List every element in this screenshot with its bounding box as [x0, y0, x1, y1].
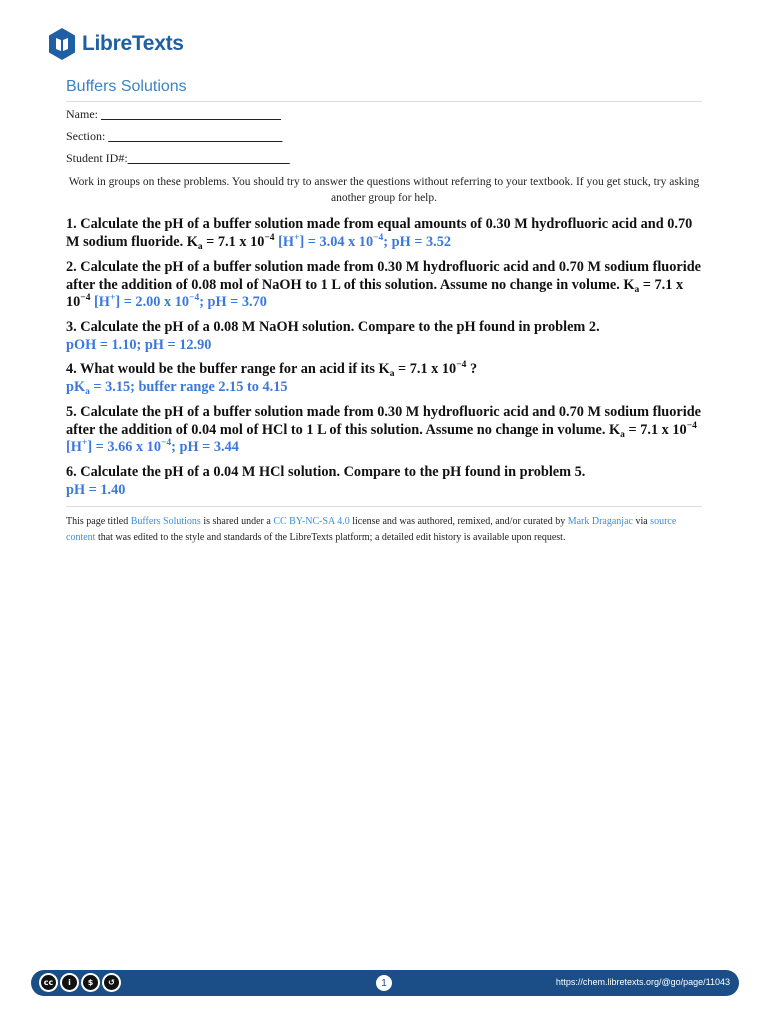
libretexts-logo[interactable] [47, 27, 184, 61]
footer-bar [31, 970, 739, 996]
question-text: 6. Calculate the pH of a 0.04 M HCl solution. Compare to the pH found in problem 5. [66, 464, 586, 480]
attribution [66, 514, 706, 546]
answer-text: ] = 3.66 x 10 [87, 439, 161, 455]
sharealike-icon: ↺ [102, 973, 121, 992]
answer-text: ] = 3.04 x 10 [299, 233, 374, 250]
answer-superscript: + [81, 438, 88, 448]
cc-icon: cc [39, 973, 58, 992]
author-link[interactable]: Mark Draganjac [567, 516, 633, 527]
answer-text: [H [90, 294, 110, 310]
answer-exponent: −4 [373, 232, 384, 243]
instructions: Work in groups on these problems. You should try to answer the questions without referring to your textbook. If you get stuck, try asking another group for help. [68, 176, 700, 204]
answer-superscript: + [294, 232, 300, 243]
title-divider [66, 101, 702, 102]
section-blank: _____________________________ [108, 129, 283, 143]
answer-subscript: a [85, 386, 90, 397]
ka-subscript: a [620, 429, 625, 440]
answer-text: [H [274, 233, 295, 250]
answer-text: ; pH = 3.70 [199, 294, 267, 310]
name-field [66, 107, 281, 122]
question-text: = 7.1 x 10 [394, 361, 457, 377]
exponent: −4 [686, 420, 697, 431]
question-text: = 7.1 x 10 [624, 421, 687, 438]
question-4 [66, 361, 706, 396]
section-label: Section: [66, 129, 109, 143]
exponent: −4 [456, 360, 467, 370]
page-title-link[interactable]: Buffers Solutions [130, 516, 201, 527]
question-text: 4. What would be the buffer range for an acid if its K [66, 361, 390, 377]
answer-5 [66, 439, 239, 455]
answer-superscript: + [109, 293, 116, 303]
question-text: = 7.1 x 10 [202, 233, 265, 250]
answer-exponent: −4 [189, 293, 200, 303]
cc-license-badges[interactable] [39, 973, 121, 992]
answer-6: pH = 1.40 [66, 481, 126, 498]
question-text: = 7.1 x 10 [66, 276, 684, 310]
student-id-field [66, 151, 290, 166]
ka-subscript: a [389, 369, 395, 379]
page-number: 1 [376, 975, 392, 991]
answer-text: ; pH = 3.44 [171, 439, 239, 455]
question-text: 2. Calculate the pH of a buffer solution made from 0.30 M hydrofluoric acid and 0.70 M sodium fluoride after the addition of 0.08 mol of NaOH to 1 L of this solution. Assume no change in volume. K [66, 259, 702, 293]
answer-4 [66, 379, 706, 397]
license-link[interactable]: CC BY-NC-SA 4.0 [273, 516, 350, 527]
libretexts-logo-icon [47, 27, 77, 61]
answer-2 [90, 294, 266, 310]
attribution-text: via [632, 516, 651, 527]
attribution-text: is shared under a [200, 516, 274, 527]
question-text: 5. Calculate the pH of a buffer solution made from 0.30 M hydrofluoric acid and 0.70 M sodium fluoride after the addition of 0.04 mol of HCl to 1 L of this solution. Assume no change in volume. K [66, 404, 702, 438]
exponent: −4 [264, 232, 275, 243]
answer-text: ] = 2.00 x 10 [115, 294, 190, 310]
answer-exponent: −4 [160, 438, 172, 448]
answer-1 [275, 234, 451, 250]
ka-subscript: a [197, 241, 203, 252]
question-text: ? [466, 361, 478, 377]
question-1 [66, 216, 706, 251]
page-title: Buffers Solutions [66, 78, 187, 95]
page-url[interactable]: https://chem.libretexts.org/@go/page/11043 [555, 977, 730, 987]
noncommercial-icon: $ [81, 973, 100, 992]
answer-text: ; pH = 3.52 [383, 233, 452, 250]
exponent: −4 [80, 293, 91, 303]
source-content-link[interactable]: source content [66, 516, 677, 543]
answer-text: [H [66, 439, 82, 455]
answer-3: pOH = 1.10; pH = 12.90 [66, 336, 212, 353]
question-6 [66, 464, 706, 499]
question-text: 3. Calculate the pH of a 0.08 M NaOH solution. Compare to the pH found in problem 2. [66, 319, 600, 335]
student-id-blank: ___________________________ [127, 151, 290, 165]
logo-wordmark: LibreTexts [82, 32, 184, 55]
attribution-text: license and was authored, remixed, and/or curated by [349, 516, 568, 527]
name-blank: ______________________________ [101, 107, 281, 121]
section-field [66, 129, 282, 144]
attribution-text: This page titled [66, 516, 131, 527]
name-label: Name: [66, 107, 101, 121]
ka-subscript: a [634, 284, 640, 295]
attribution-divider [66, 506, 702, 507]
question-text: 1. Calculate the pH of a buffer solution made from equal amounts of 0.30 M hydrofluoric acid and 0.70 M sodium fluoride. K [66, 216, 693, 250]
attribution-text: that was edited to the style and standards of the LibreTexts platform; a detailed edit history is available upon request. [95, 532, 566, 543]
student-id-label: Student ID#: [66, 151, 128, 165]
answer-text: pK [66, 378, 86, 395]
attribution-by-icon: i [60, 973, 79, 992]
question-5 [66, 404, 706, 457]
answer-text: = 3.15; buffer range 2.15 to 4.15 [89, 378, 288, 395]
question-3 [66, 319, 706, 354]
question-2 [66, 259, 706, 312]
